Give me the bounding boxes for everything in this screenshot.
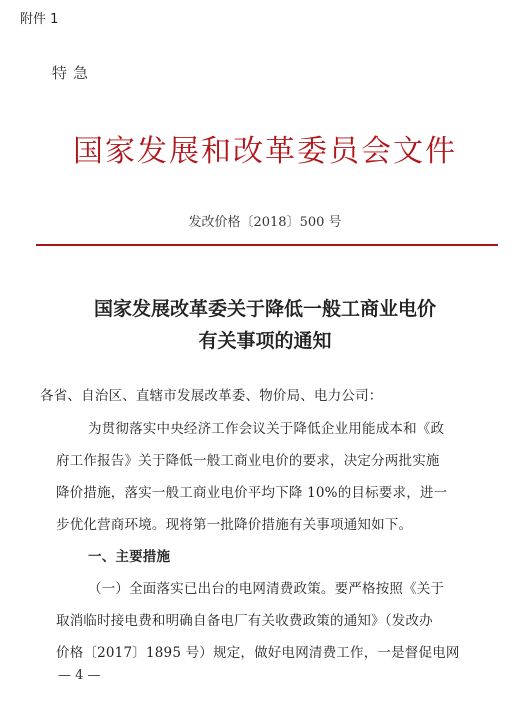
urgency-label: 特急 (52, 64, 95, 82)
issuer-heading: 国家发展和改革委员会文件 (73, 134, 457, 169)
paragraph-2-line-2: 取消临时接电费和明确自备电厂有关收费政策的通知》（发改办 (56, 613, 433, 629)
document-title-line-1: 国家发展改革委关于降低一般工商业电价 (93, 298, 436, 320)
document-number: 发改价格〔2018〕500 号 (188, 215, 342, 230)
section-heading-1: 一、主要措施 (88, 549, 171, 565)
document-title-line-2: 有关事项的通知 (198, 330, 332, 352)
recipients-line: 各省、自治区、直辖市发展改革委、物价局、电力公司： (40, 388, 383, 404)
paragraph-1-line-2: 府工作报告》关于降低一般工商业电价的要求，决定分两批实施 (56, 453, 440, 469)
attachment-label: 附件 1 (20, 12, 59, 27)
paragraph-1-line-4: 步优化营商环境。现将第一批降价措施有关事项通知如下。 (56, 517, 413, 533)
paragraph-2-line-1: （一）全面落实已出台的电网清费政策。要严格按照《关于 (88, 581, 445, 597)
paragraph-1-line-1: 为贯彻落实中央经济工作会议关于降低企业用能成本和《政 (88, 421, 445, 437)
red-separator-line (36, 244, 498, 246)
paragraph-1-line-3: 降价措施，落实一般工商业电价平均下降 10%的目标要求，进一 (56, 485, 448, 501)
page-number: — 4 — (58, 668, 101, 683)
paragraph-2-line-3: 价格〔2017〕1895 号）规定，做好电网清费工作，一是督促电网 (56, 645, 460, 661)
